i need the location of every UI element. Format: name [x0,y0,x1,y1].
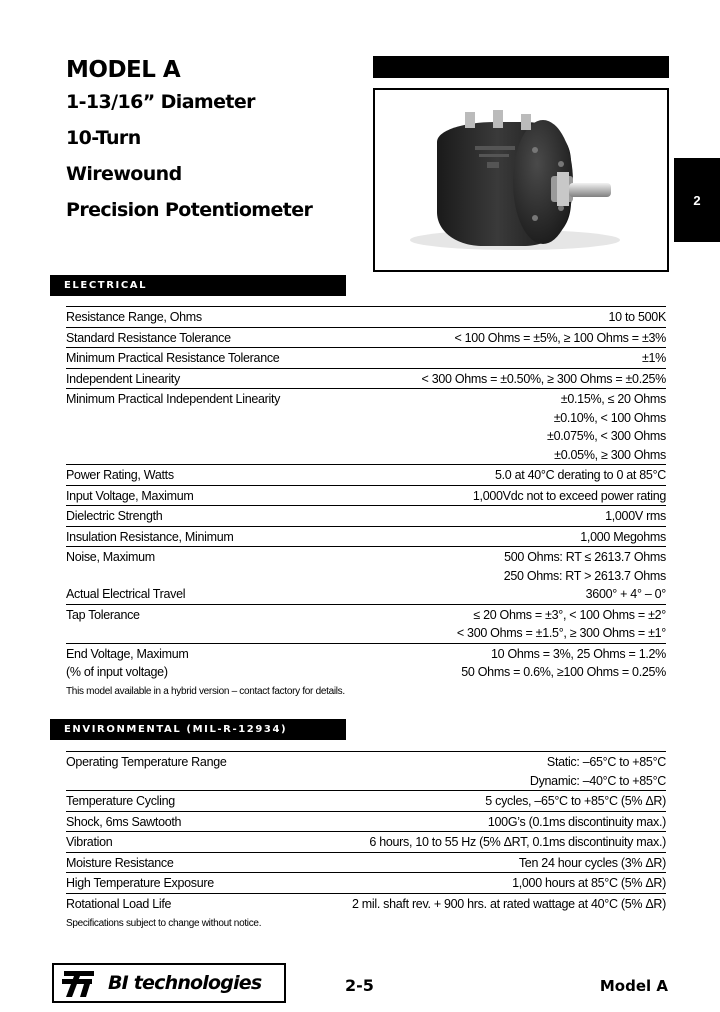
spec-value-line: Ten 24 hour cycles (3% ΔR) [518,855,666,870]
spec-label-line: Minimum Practical Resistance Tolerance [66,351,280,365]
spec-label [66,606,140,643]
spec-value [352,895,666,914]
spec-value [504,548,666,604]
spec-row [66,306,666,327]
spec-value-line: 500 Ohms: RT ≤ 2613.7 Ohms [504,550,666,564]
spec-value-line: Static: –65°C to +85°C [546,755,666,769]
spec-value-line: 10 Ohms = 3%, 25 Ohms = 1.2% [490,646,666,661]
spec-row [66,347,666,368]
spec-value [642,349,666,368]
spec-label-line: Power Rating, Watts [66,468,174,482]
spec-label-line: Moisture Resistance [66,855,174,870]
spec-row [66,811,666,832]
spec-label [66,753,227,790]
spec-value-line: 1,000 Megohms [580,529,666,544]
environmental-spec-table [66,751,666,913]
subtitle-product: Precision Potentiometer [66,199,313,221]
spec-value-line: Dynamic: –40°C to +85°C [529,773,666,788]
spec-label-line: Input Voltage, Maximum [66,488,194,503]
spec-label [66,329,231,348]
spec-label-line: Noise, Maximum [66,550,155,564]
spec-value [580,528,666,547]
spec-value [369,833,666,852]
spec-value-line: 1,000V rms [605,509,666,523]
spec-label [66,349,279,368]
spec-label [66,390,280,464]
spec-value-line: ±0.075%, < 300 Ohms [547,429,666,443]
spec-value-line: ±0.05%, ≥ 300 Ohms [554,447,666,462]
spec-value [485,792,666,811]
spec-row [66,831,666,852]
spec-row [66,893,666,914]
spec-value-line: 100G’s (0.1ms discontinuity max.) [487,814,666,829]
spec-label [66,466,174,485]
footer-model-label: Model A [599,977,668,995]
spec-label [66,528,233,547]
spec-label-line [66,567,185,586]
electrical-spec-table [66,306,666,682]
company-logo [52,963,286,1003]
spec-label [66,792,175,811]
spec-value-line: 1,000 hours at 85°C (5% ΔR) [512,876,666,890]
spec-label [66,645,189,682]
spec-value-line: < 300 Ohms = ±1.5°, ≥ 300 Ohms = ±1° [456,626,666,640]
spec-label-line: High Temperature Exposure [66,876,214,890]
spec-row [66,505,666,526]
spec-value-line: 250 Ohms: RT > 2613.7 Ohms [503,568,666,583]
spec-value-line: 5.0 at 40°C derating to 0 at 85°C [494,468,666,482]
spec-label [66,833,112,852]
environmental-heading: ENVIRONMENTAL (MIL-R-12934) [50,719,346,740]
spec-row [66,546,666,604]
header-bar [373,56,669,78]
spec-row [66,751,666,790]
product-photo [373,88,669,272]
spec-value [530,753,666,790]
spec-row [66,643,666,682]
subtitle-diameter: 1-13/16” Diameter [66,91,255,113]
spec-label-line: End Voltage, Maximum [66,646,189,661]
specifications-note: Specifications subject to change without notice. [66,918,262,929]
section-tab[interactable]: 2 [674,158,720,242]
spec-value-line: < 300 Ohms = ±0.50%, ≥ 300 Ohms = ±0.25% [421,371,666,386]
spec-row [66,464,666,485]
spec-value [495,466,666,485]
electrical-note: This model available in a hybrid version – contact factory for details. [66,686,345,697]
spec-label-line: Independent Linearity [66,371,180,386]
spec-value [461,645,666,682]
spec-label-line: Insulation Resistance, Minimum [66,529,234,544]
spec-label-line: Dielectric Strength [66,509,163,523]
potentiometer-icon [375,90,667,270]
spec-row [66,327,666,348]
subtitle-turns: 10-Turn [66,127,141,149]
spec-label-line: Actual Electrical Travel [66,587,186,601]
spec-label [66,895,171,914]
spec-label-line: (% of input voltage) [66,665,168,679]
spec-value-line: 6 hours, 10 to 55 Hz (5% ΔRT, 0.1ms discontinuity max.) [369,835,666,849]
spec-value-line: 3600° + 4° – 0° [585,587,666,601]
spec-label-line: Standard Resistance Tolerance [66,330,231,345]
spec-value [422,370,666,389]
spec-label [66,854,174,873]
spec-value-line: 50 Ohms = 0.6%, ≥100 Ohms = 0.25% [461,665,666,679]
page-number: 2-5 [345,976,374,995]
spec-label-line: Resistance Range, Ohms [66,310,202,324]
spec-label [66,548,185,604]
spec-row [66,852,666,873]
spec-value-line: ±0.10%, < 100 Ohms [553,410,666,425]
spec-value-line: 5 cycles, –65°C to +85°C (5% ΔR) [485,794,666,808]
spec-row [66,368,666,389]
spec-row [66,604,666,643]
spec-label [66,370,180,389]
subtitle-type: Wirewound [66,163,182,185]
spec-label [66,487,194,506]
spec-row [66,388,666,464]
spec-value [547,390,666,464]
spec-value [609,308,666,327]
spec-value [473,487,666,506]
spec-value-line: 10 to 500K [608,310,666,324]
spec-row [66,872,666,893]
bi-logo-icon [60,967,100,999]
spec-label-line: Vibration [66,835,113,849]
spec-value [519,854,666,873]
spec-label [66,874,214,893]
spec-label-line: Operating Temperature Range [66,755,227,769]
spec-label [66,507,162,526]
spec-value-line: ±0.15%, ≤ 20 Ohms [560,392,666,406]
spec-value [457,606,666,643]
spec-value [512,874,666,893]
spec-value [454,329,666,348]
spec-label-line: Shock, 6ms Sawtooth [66,814,182,829]
spec-value-line: ≤ 20 Ohms = ±3°, < 100 Ohms = ±2° [473,607,666,622]
spec-value-line: 2 mil. shaft rev. + 900 hrs. at rated wattage at 40°C (5% ΔR) [351,896,666,911]
title-block [66,56,312,228]
logo-text: BI technologies [108,972,262,994]
spec-label [66,813,181,832]
spec-row [66,790,666,811]
electrical-heading: ELECTRICAL [50,275,346,296]
spec-row [66,526,666,547]
spec-label-line: Rotational Load Life [66,896,172,911]
spec-value-line: ±1% [641,351,666,365]
spec-label-line: Minimum Practical Independent Linearity [66,392,281,406]
spec-value [605,507,666,526]
spec-value [488,813,666,832]
spec-value-line: 1,000Vdc not to exceed power rating [472,488,666,503]
spec-row [66,485,666,506]
spec-label-line: Temperature Cycling [66,794,175,808]
model-title: MODEL A [66,57,181,83]
spec-label [66,308,202,327]
spec-value-line: < 100 Ohms = ±5%, ≥ 100 Ohms = ±3% [454,330,666,345]
spec-label-line: Tap Tolerance [66,607,140,622]
